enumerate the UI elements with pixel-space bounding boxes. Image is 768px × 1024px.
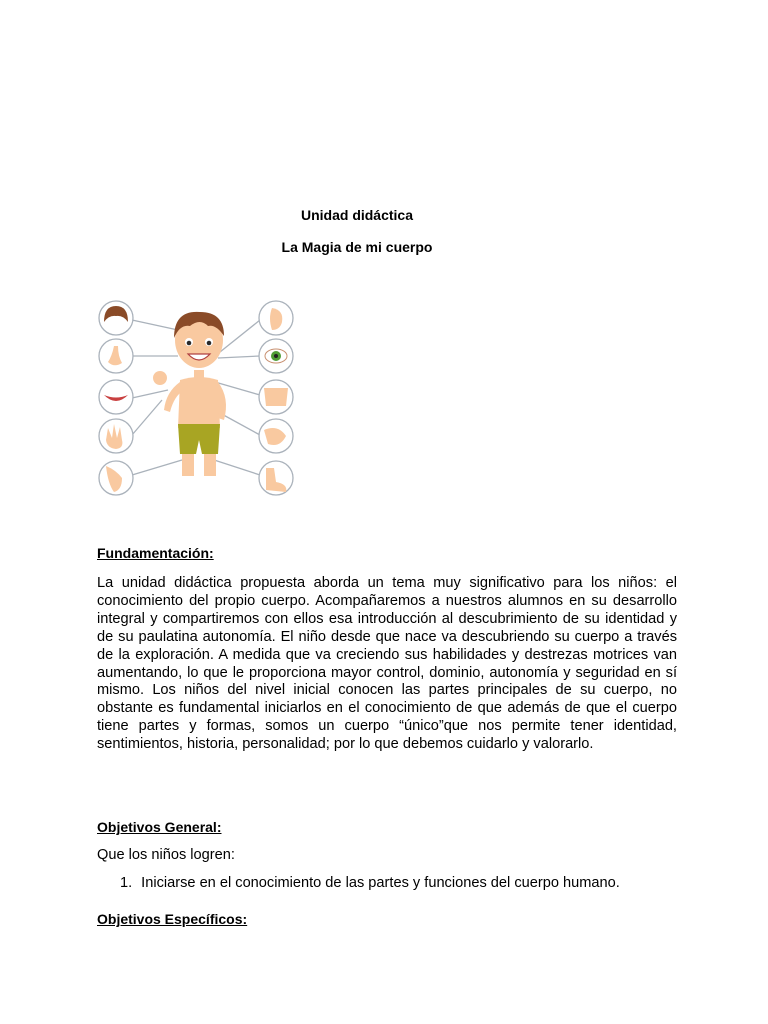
eye-icon xyxy=(265,349,287,363)
neck-icon xyxy=(264,388,288,406)
list-item xyxy=(120,875,620,891)
body-parts-illustration xyxy=(96,300,296,500)
section-heading-fundamentacion: Fundamentación: xyxy=(97,545,214,561)
section-heading-objetivos-especificos: Objetivos Específicos: xyxy=(97,911,248,927)
list-item-number: 1. xyxy=(120,875,133,891)
document-subtitle: La Magia de mi cuerpo xyxy=(281,239,433,255)
fundamentacion-paragraph: La unidad didáctica propuesta aborda un tema muy significativo para los niños: el conocimiento del propio cuerpo. Acompañaremos a nuestros alumnos en su desarrollo integral y compartiremos con ellos esa introducción al descubrimiento de su identidad y de su paulatina autonomía. El niño desde que nace va descubriendo su cuerpo a través de la exploración. A medida que va creciendo sus habilidades y destrezas motrices van aumentando, lo que le proporciona mayor control, dominio, autonomía y seguridad en sí mismo. Los niños del nivel inicial conocen las partes principales de su cuerpo, no obstante es fundamental iniciarlos en el conocimiento de que además de que el cuerpo tiene partes y formas, somos un cuerpo “único”que nos permite tener identidad, sentimientos, historia, personalidad; por lo que debemos cuidarlo y valorarlo. xyxy=(97,575,677,753)
section-heading-objetivo-general: Objetivos General: xyxy=(97,819,222,835)
child-figure xyxy=(153,312,226,476)
objetivo-general-intro: Que los niños logren: xyxy=(97,847,235,863)
document-title: Unidad didáctica xyxy=(300,207,414,223)
list-item-text: Iniciarse en el conocimiento de las partes y funciones del cuerpo humano. xyxy=(141,875,620,891)
